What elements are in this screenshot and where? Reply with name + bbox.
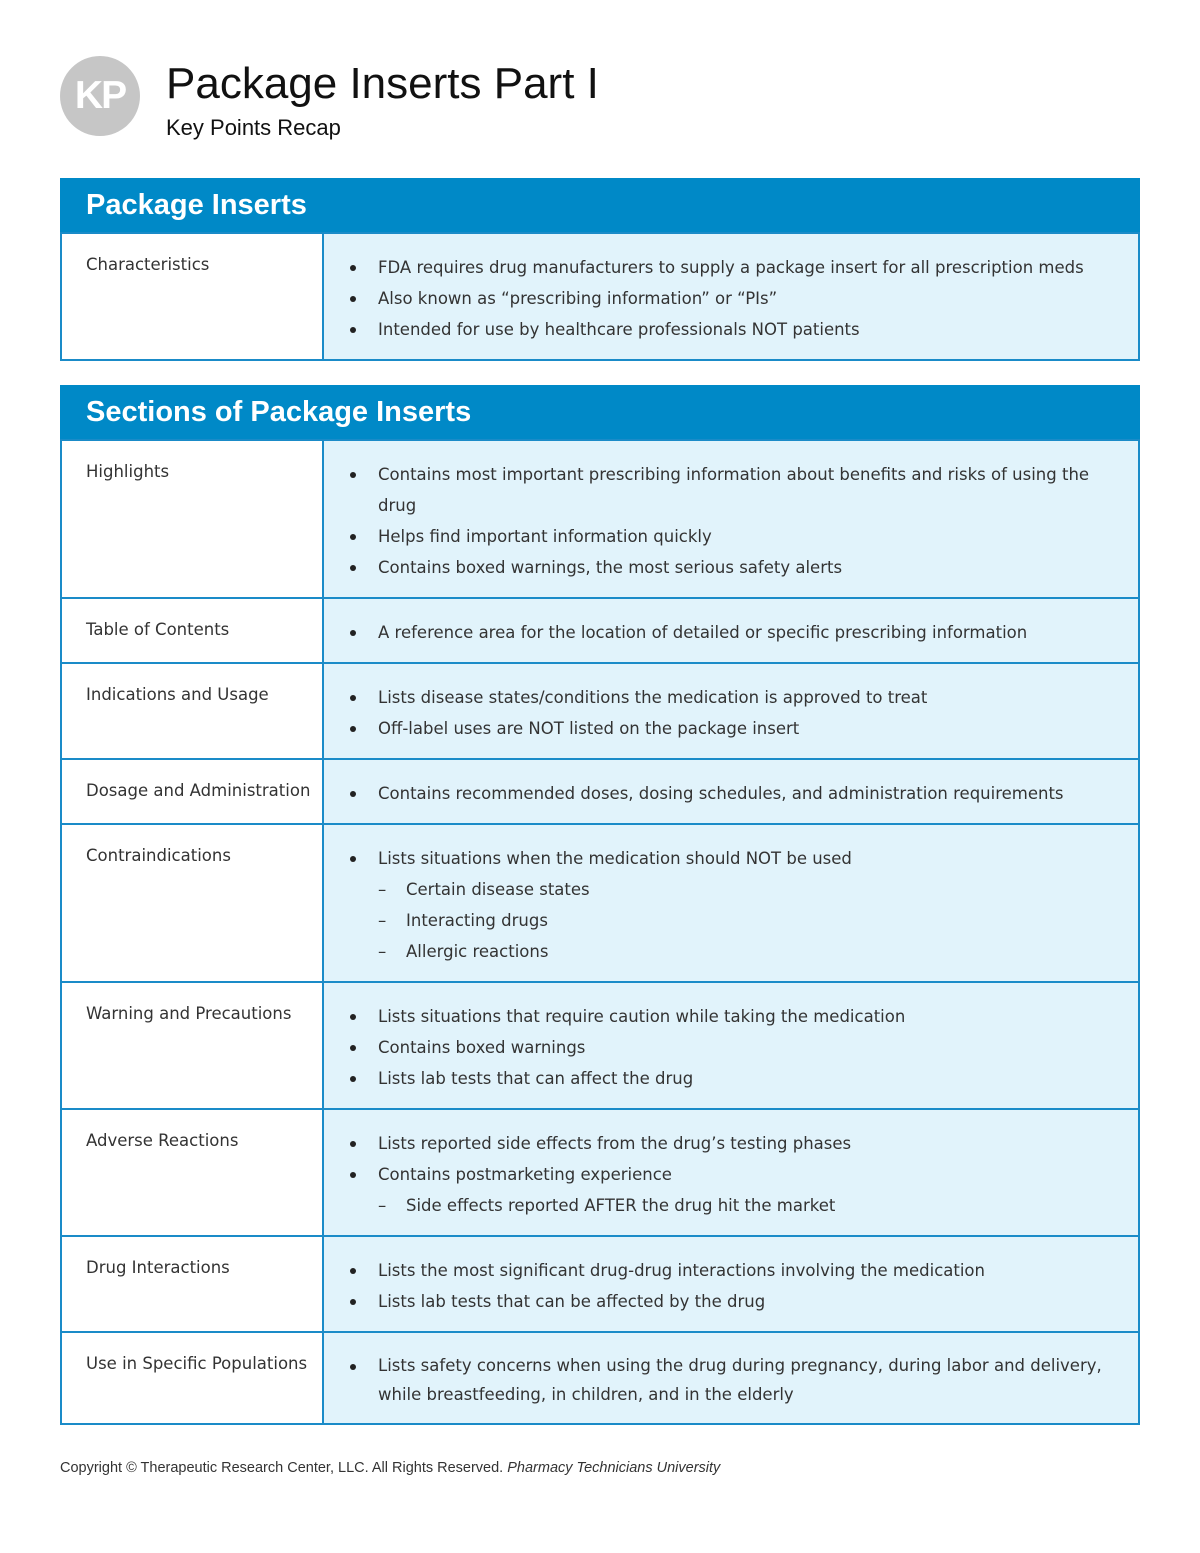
list-item: Helps find important information quickly xyxy=(348,521,1112,552)
list-item: Lists safety concerns when using the drug during pregnancy, during labor and delivery, while breastfeeding, in children, and in the elderly xyxy=(348,1351,1112,1409)
row-content xyxy=(324,1333,1138,1423)
page-title: Package Inserts Part I xyxy=(166,59,599,108)
footer xyxy=(60,1460,720,1476)
row-content xyxy=(324,760,1138,823)
page-subtitle: Key Points Recap xyxy=(166,115,341,140)
row-label: Dosage and Administration xyxy=(62,760,324,823)
list-item: Lists situations when the medication should NOT be used xyxy=(348,843,1112,874)
sub-list-item: – Allergic reactions xyxy=(348,936,1112,967)
list-item: Contains most important prescribing information about benefits and risks of using the drug xyxy=(348,459,1112,521)
list-item: Lists lab tests that can be affected by the drug xyxy=(348,1286,1112,1317)
list-item: Lists the most significant drug-drug interactions involving the medication xyxy=(348,1255,1112,1286)
row-label: Indications and Usage xyxy=(62,664,324,758)
list-item: FDA requires drug manufacturers to supply a package insert for all prescription meds xyxy=(348,252,1112,283)
row-content xyxy=(324,599,1138,662)
section-heading: Sections of Package Inserts xyxy=(60,385,1140,439)
row-label: Warning and Precautions xyxy=(62,983,324,1108)
row-content xyxy=(324,234,1138,359)
row-label: Contraindications xyxy=(62,825,324,981)
list-item: Intended for use by healthcare professionals NOT patients xyxy=(348,314,1112,345)
row-label: Characteristics xyxy=(62,234,324,359)
list-item: Contains postmarketing experience xyxy=(348,1159,1112,1190)
table-row xyxy=(62,662,1138,758)
row-label: Highlights xyxy=(62,441,324,597)
publication-name: Pharmacy Technicians University xyxy=(507,1460,721,1476)
list-item: Lists reported side effects from the drug’s testing phases xyxy=(348,1128,1112,1159)
page-header xyxy=(60,56,960,140)
row-label: Drug Interactions xyxy=(62,1237,324,1331)
sub-list-item: – Side effects reported AFTER the drug hit the market xyxy=(348,1190,1112,1221)
list-item: Off-label uses are NOT listed on the package insert xyxy=(348,713,1112,744)
list-item: Contains recommended doses, dosing schedules, and administration requirements xyxy=(348,778,1112,809)
list-item: Lists lab tests that can affect the drug xyxy=(348,1063,1112,1094)
row-content xyxy=(324,983,1138,1108)
row-content xyxy=(324,1110,1138,1235)
sub-list-item: – Interacting drugs xyxy=(348,905,1112,936)
list-item: Lists situations that require caution while taking the medication xyxy=(348,1001,1112,1032)
table-row xyxy=(62,439,1138,597)
kp-logo: KP xyxy=(60,56,140,136)
row-content xyxy=(324,825,1138,981)
sections-of-package-inserts-table xyxy=(60,385,1140,1425)
list-item: Contains boxed warnings xyxy=(348,1032,1112,1063)
table-row xyxy=(62,758,1138,823)
table-row xyxy=(62,1331,1138,1423)
list-item: Also known as “prescribing information” or “PIs” xyxy=(348,283,1112,314)
table-row xyxy=(62,597,1138,662)
table-row xyxy=(62,1235,1138,1331)
table-row xyxy=(62,1108,1138,1235)
copyright-text: Copyright © Therapeutic Research Center, LLC. All Rights Reserved. xyxy=(60,1460,504,1476)
table-row xyxy=(62,232,1138,359)
row-label: Adverse Reactions xyxy=(62,1110,324,1235)
row-label: Use in Specific Populations xyxy=(62,1333,324,1423)
row-content xyxy=(324,1237,1138,1331)
table-row xyxy=(62,981,1138,1108)
section-heading: Package Inserts xyxy=(60,178,1140,232)
row-content xyxy=(324,664,1138,758)
row-content xyxy=(324,441,1138,597)
list-item: Contains boxed warnings, the most serious safety alerts xyxy=(348,552,1112,583)
list-item: A reference area for the location of detailed or specific prescribing information xyxy=(348,617,1112,648)
list-item: Lists disease states/conditions the medication is approved to treat xyxy=(348,682,1112,713)
table-row xyxy=(62,823,1138,981)
row-label: Table of Contents xyxy=(62,599,324,662)
package-inserts-table xyxy=(60,178,1140,361)
sub-list-item: – Certain disease states xyxy=(348,874,1112,905)
